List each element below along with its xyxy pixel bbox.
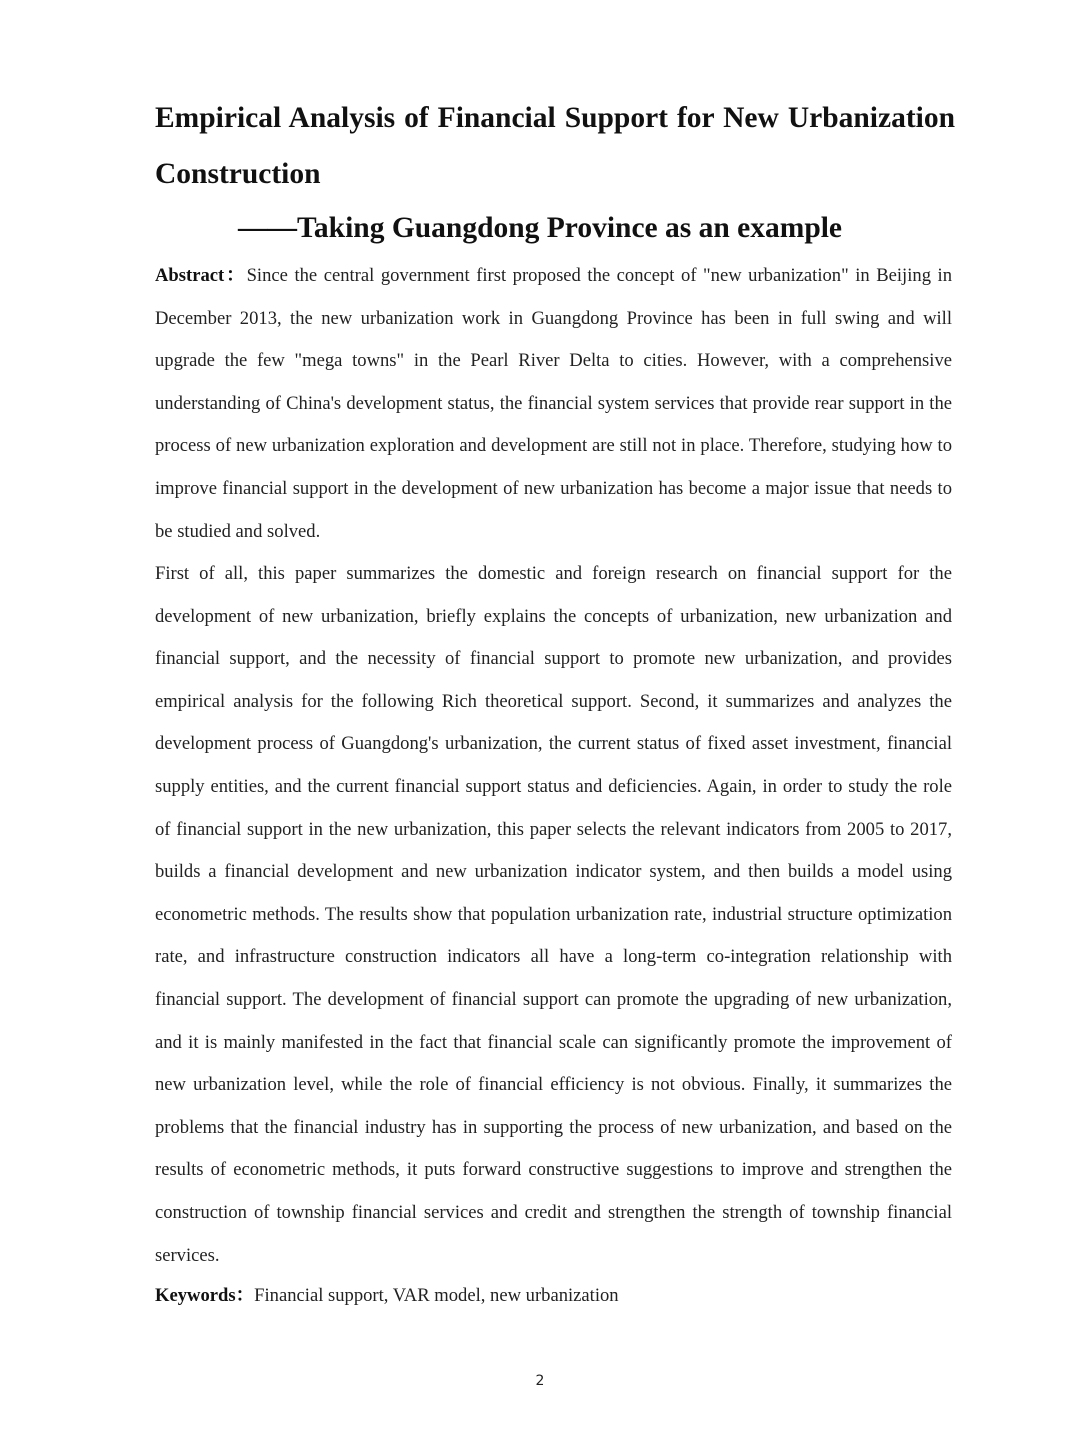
abstract-paragraph (155, 255, 952, 553)
paper-subtitle: ——Taking Guangdong Province as an example (237, 212, 843, 244)
keywords-line (155, 1275, 952, 1318)
abstract-text: Since the central government first proposed the concept of "new urbanization" in Beijing in December 2013, the new urbanization work in Guangdong Province has been in full swing and will upgrade the few "mega towns" in the Pearl River Delta to cities. However, with a comprehensive understanding of China's development status, the financial system services that provide rear support in the process of new urbanization exploration and development are still not in place. Therefore, studying how to improve financial support in the development of new urbanization has become a major issue that needs to be studied and solved. (155, 265, 952, 542)
body-paragraph: First of all, this paper summarizes the domestic and foreign research on financial support for the development of new urbanization, briefly explains the concepts of urbanization, new urbanization and financial support, and the necessity of financial support to promote new urbanization, and provides empirical analysis for the following Rich theoretical support. Second, it summarizes and analyzes the development process of Guangdong's urbanization, the current status of fixed asset investment, financial supply entities, and the current financial support status and deficiencies. Again, in order to study the role of financial support in the new urbanization, this paper selects the relevant indicators from 2005 to 2017, builds a financial development and new urbanization indicator system, and then builds a model using econometric methods. The results show that population urbanization rate, industrial structure optimization rate, and infrastructure construction indicators all have a long-term co-integration relationship with financial support. The development of financial support can promote the upgrading of new urbanization, and it is mainly manifested in the fact that financial scale can significantly promote the improvement of new urbanization level, while the role of financial efficiency is not obvious. Finally, it summarizes the problems that the financial industry has in supporting the process of new urbanization, and based on the results of econometric methods, it puts forward constructive suggestions to improve and strengthen the construction of township financial services and credit and strengthen the strength of township financial services. (155, 563, 952, 1266)
keywords-text: Financial support, VAR model, new urbanization (254, 1285, 619, 1306)
keywords-label: Keywords： (155, 1285, 255, 1306)
paper-title: Empirical Analysis of Financial Support for New Urbanization Construction (155, 102, 955, 190)
abstract-label: Abstract： (155, 265, 247, 286)
page-number: 2 (535, 1373, 545, 1389)
